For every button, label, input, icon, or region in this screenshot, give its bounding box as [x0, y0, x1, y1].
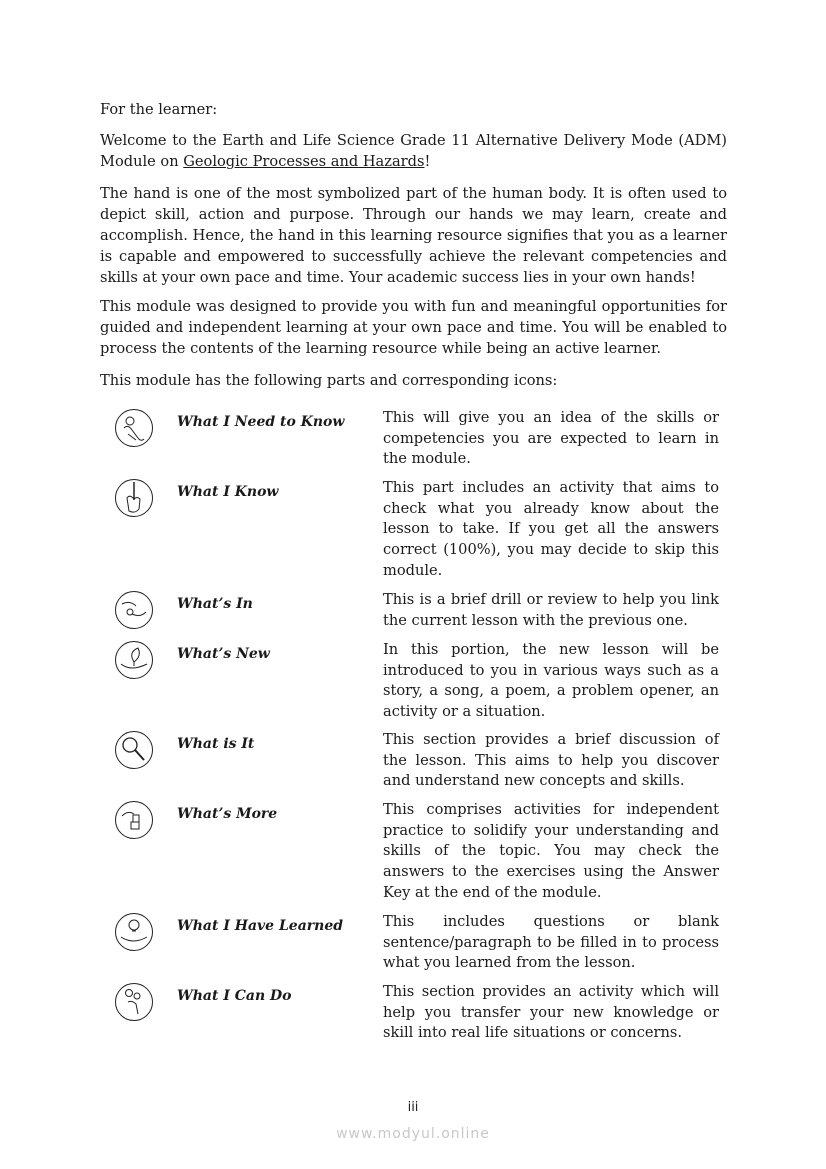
hand-lightbulb-icon	[114, 912, 154, 952]
welcome-paragraph	[100, 130, 727, 172]
hand-magnifier-icon	[114, 730, 154, 770]
hand-pointing-icon	[114, 408, 154, 448]
part-description: This section provides an activity which will help you transfer your new knowledge or skill into real life situations or concerns.	[383, 983, 719, 1042]
part-description: This includes questions or blank sentence/paragraph to be filled in to process what you learned from the lesson.	[383, 913, 719, 972]
part-description: In this portion, the new lesson will be introduced to you in various ways such as a story, a song, a poem, a problem opener, an activity or a situation.	[383, 641, 719, 721]
part-label: What’s In	[177, 596, 253, 612]
part-description: This is a brief drill or review to help you link the current lesson with the previous one.	[383, 591, 719, 629]
part-description: This section provides a brief discussion of the lesson. This aims to help you discover and understand new concepts and skills.	[383, 731, 719, 790]
page-number: iii	[407, 1100, 419, 1115]
hand-sprout-icon	[114, 640, 154, 680]
part-label: What I Have Learned	[177, 918, 344, 934]
part-label: What’s More	[177, 806, 278, 822]
learner-heading: For the learner:	[100, 101, 218, 118]
watermark: www.modyul.online	[336, 1126, 490, 1142]
part-label: What’s New	[177, 646, 270, 662]
design-paragraph: This module was designed to provide you with fun and meaningful opportunities for guided and independent learning at your own pace and time. You will be enabled to process the contents of the learning resource while being an active learner.	[100, 298, 727, 357]
part-label: What I Can Do	[177, 988, 292, 1004]
welcome-prefix: Welcome to the Earth and Life Science Grade 11 Alternative Delivery Mode (ADM) Module on	[100, 132, 727, 170]
hand-blocks-icon	[114, 800, 154, 840]
part-description: This comprises activities for independent practice to solidify your understanding and skills of the topic. You may check the answers to the exercises using the Answer Key at the end of the module.	[383, 801, 719, 901]
hand-gears-icon	[114, 982, 154, 1022]
part-label: What I Know	[177, 484, 279, 500]
hands-link-icon	[114, 590, 154, 630]
part-description: This part includes an activity that aims to check what you already know about the lesson to take. If you get all the answers correct (100%), you may decide to skip this module.	[383, 479, 719, 579]
hand-pencil-icon	[114, 478, 154, 518]
welcome-suffix: !	[424, 153, 431, 170]
part-description: This will give you an idea of the skills or competencies you are expected to learn in the module.	[383, 409, 719, 468]
part-label: What is It	[177, 736, 255, 752]
parts-intro: This module has the following parts and corresponding icons:	[100, 372, 558, 389]
topic-link[interactable]: Geologic Processes and Hazards	[183, 153, 425, 170]
hand-paragraph: The hand is one of the most symbolized part of the human body. It is often used to depict skill, action and purpose. Through our hands we may learn, create and accomplish. Hence, the hand in this learning resource signifies that you as a learner is capable and empowered to successfully achieve the relevant competencies and skills at your own pace and time. Your academic success lies in your own hands!	[100, 185, 727, 286]
part-label: What I Need to Know	[177, 414, 345, 430]
